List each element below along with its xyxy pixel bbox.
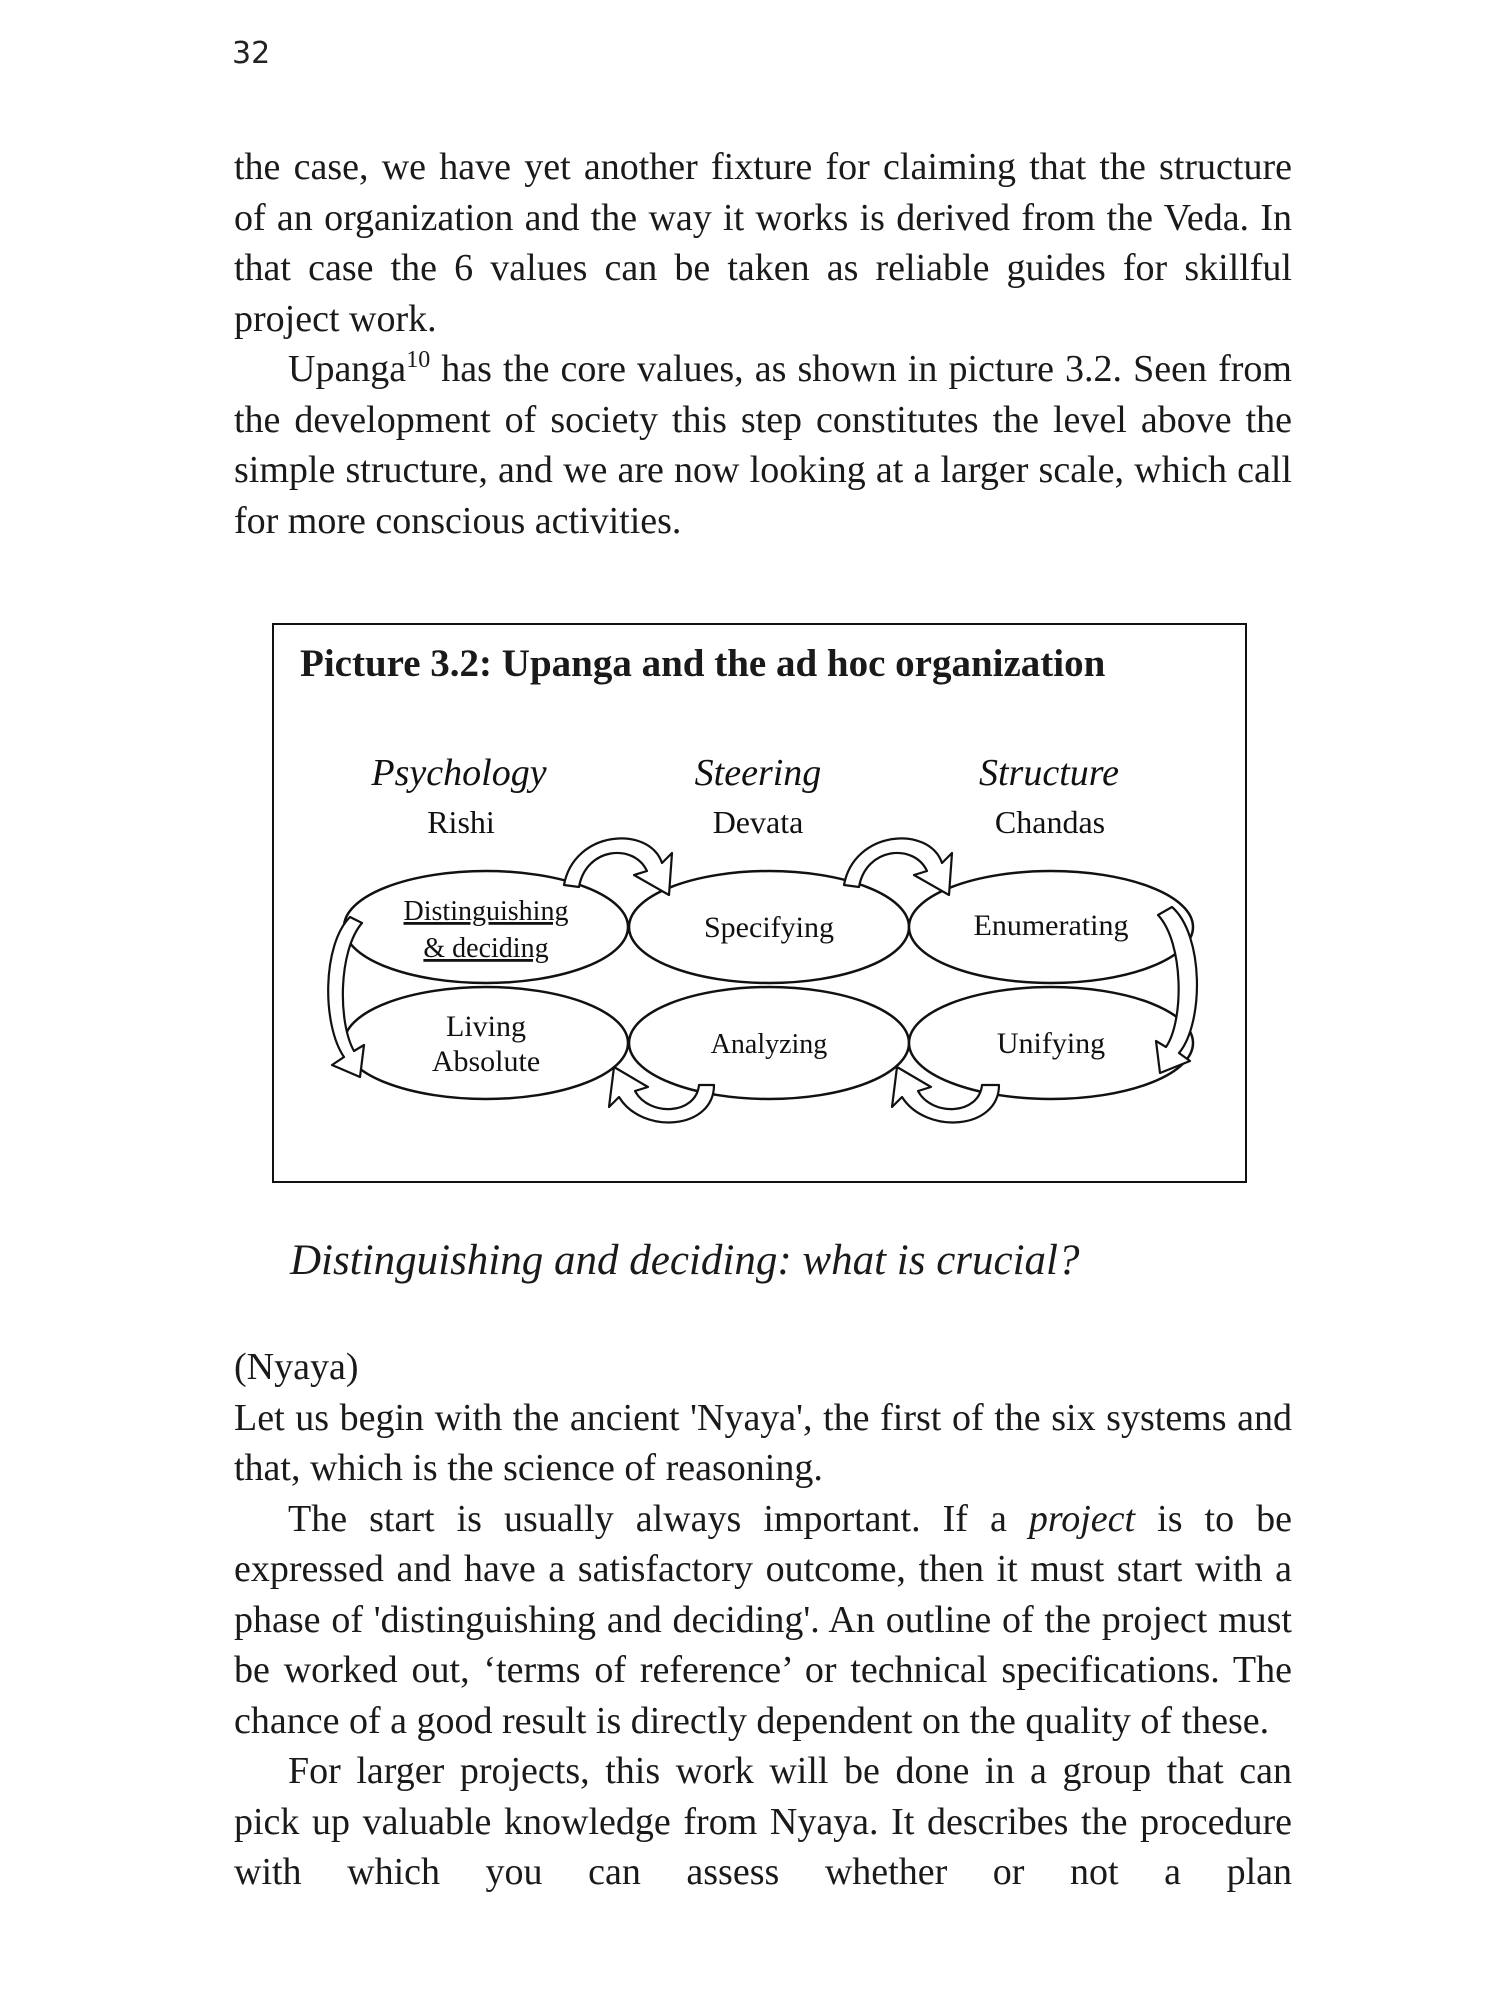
intro-text (234, 142, 1292, 546)
col-devata-label: Devata (712, 804, 804, 840)
label-specifying: Specifying (704, 911, 834, 944)
ellipse-distinguishing (344, 871, 628, 983)
figure-picture-3-2 (272, 623, 1247, 1183)
label-and-deciding: & deciding (423, 933, 549, 964)
paragraph-nyaya-intro: Let us begin with the ancient 'Nyaya', the first of the six systems and that, which is the science of reasoning. (234, 1396, 1292, 1489)
project-text-after: is to be expressed and have a satisfactory outcome, then it must start with a phase of 'distinguishing and deciding'. An outline of the project must be worked out, ‘terms of reference’ or technical specifications. The chance of a good result is directly dependent on the quality of these. (234, 1497, 1292, 1742)
col-rishi-label: Rishi (427, 804, 495, 840)
label-enumerating: Enumerating (973, 909, 1129, 942)
section-heading: Distinguishing and deciding: what is crucial? (290, 1237, 1080, 1284)
col-steering-heading: Steering (694, 752, 822, 794)
arrow-top-left-icon (564, 838, 672, 895)
paragraph-upanga (234, 344, 1292, 546)
upanga-diagram (274, 625, 1244, 1180)
paragraph-project (234, 1494, 1292, 1747)
label-living: Living (446, 1010, 526, 1043)
nyaya-text (234, 1342, 1292, 1898)
figure-title: Picture 3.2: Upanga and the ad hoc organization (300, 642, 1106, 685)
project-emphasis: project (1028, 1497, 1136, 1540)
page-number: 32 (232, 36, 271, 71)
project-text-before: The start is usually always important. If a (288, 1497, 1029, 1540)
ellipse-living-absolute (344, 987, 628, 1099)
label-analyzing: Analyzing (710, 1029, 828, 1060)
upanga-term: Upanga (288, 348, 407, 390)
upanga-text: has the core values, as shown in picture 3.2. Seen from the development of society this step constitutes the level above the simple structure, and we are now looking at a larger scale, which call for more conscious activities. (234, 348, 1292, 542)
label-absolute: Absolute (431, 1045, 541, 1078)
section-label: (Nyaya) (234, 1346, 359, 1388)
arrow-top-right-icon (844, 838, 952, 895)
label-unifying: Unifying (996, 1027, 1106, 1060)
footnote-ref: 10 (406, 347, 431, 373)
col-structure-heading: Structure (978, 752, 1120, 794)
label-distinguishing: Distinguishing (403, 896, 569, 927)
col-chandas-label: Chandas (994, 804, 1106, 840)
paragraph-larger-projects: For larger projects, this work will be done in a group that can pick up valuable knowledge from Nyaya. It describes the procedure with which you can assess whether or not a plan (234, 1750, 1292, 1893)
paragraph-continued: the case, we have yet another fixture for claiming that the structure of an organization and the way it works is derived from the Veda. In that case the 6 values can be taken as reliable guides for skillful project work. (234, 146, 1292, 340)
col-psychology-heading: Psychology (371, 752, 547, 794)
